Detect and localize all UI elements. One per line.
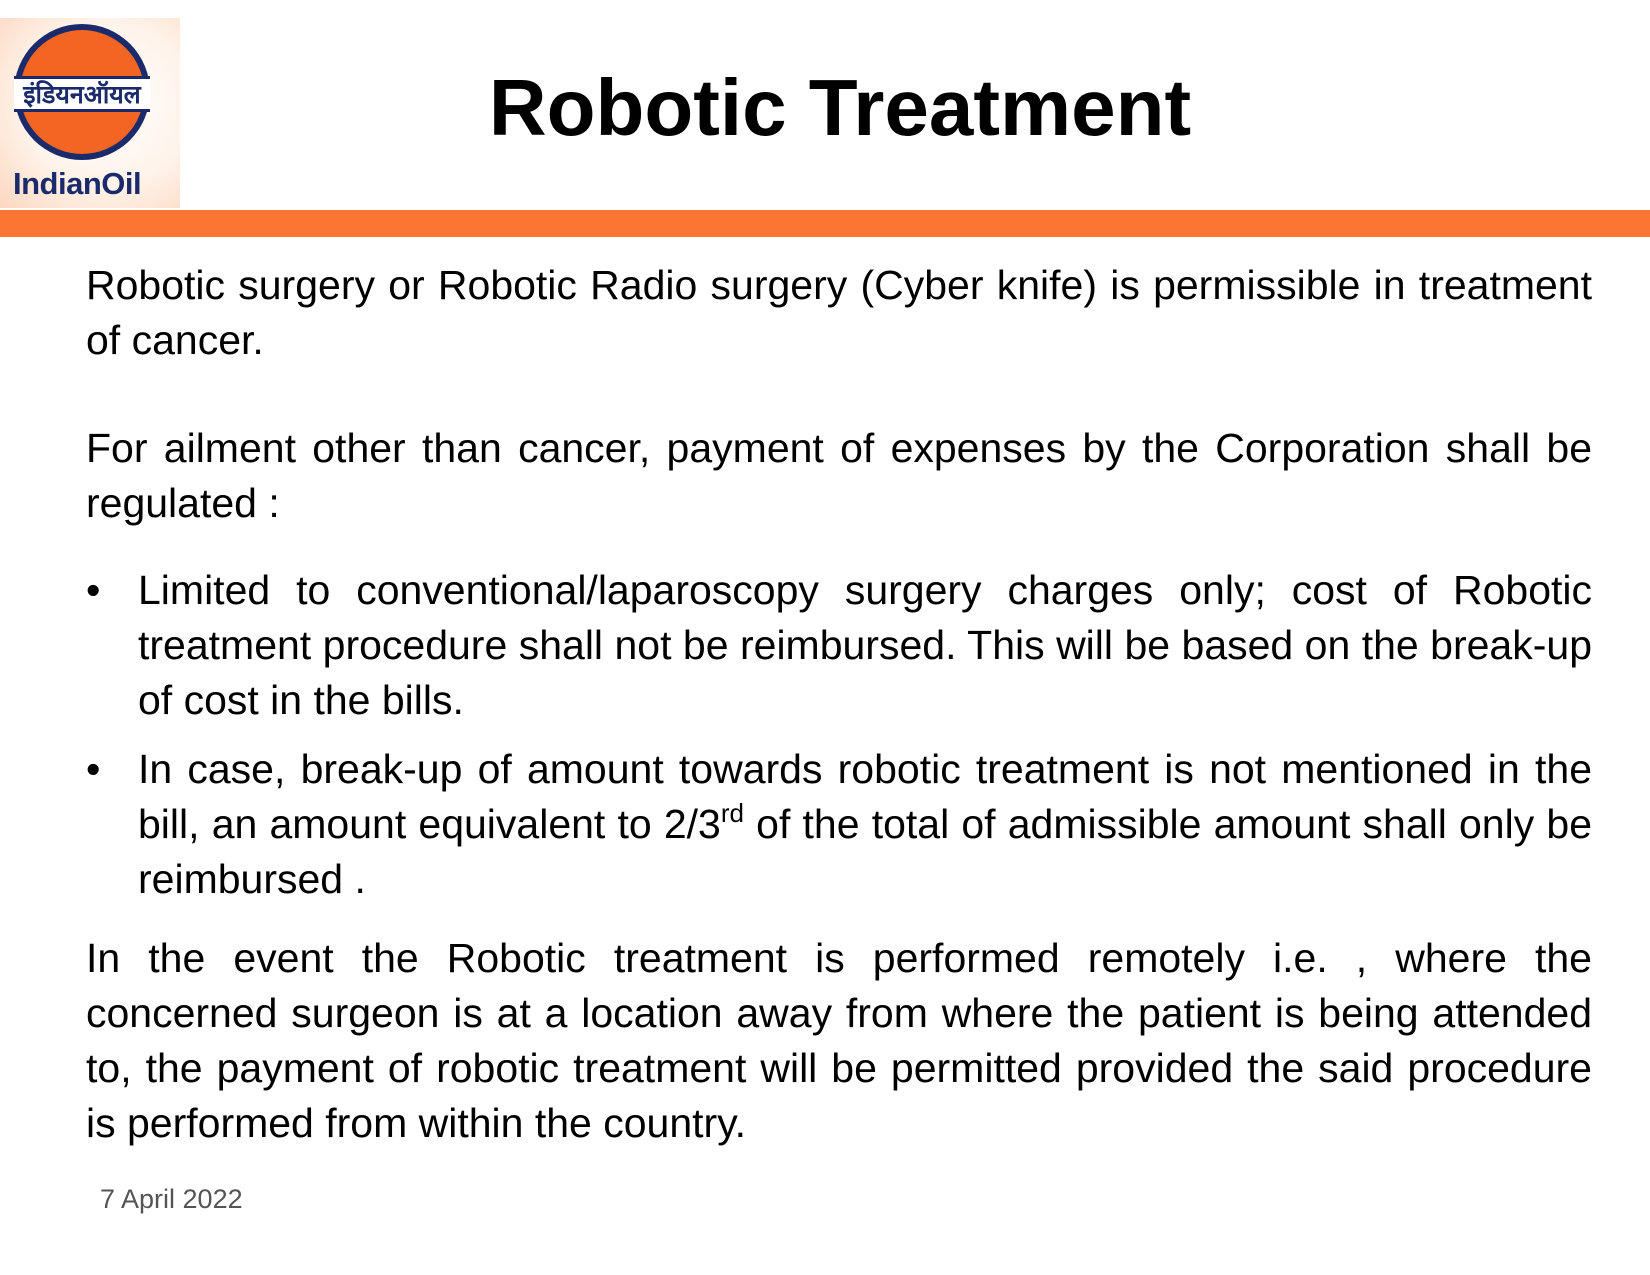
slide-body xyxy=(86,258,1592,1151)
logo-caption: IndianOil xyxy=(13,166,142,201)
bullet-item-breakup-not-mentioned xyxy=(86,742,1592,907)
bullet-text-before: In case, break-up of amount towards robotic treatment is not mentioned in the bill, an amount equivalent to 2/3 xyxy=(138,746,1592,847)
paragraph-cancer-permissible: Robotic surgery or Robotic Radio surgery (Cyber knife) is permissible in treatment of cancer. xyxy=(86,262,1592,363)
bullet-dot-icon: • xyxy=(86,567,101,613)
superscript-rd: rd xyxy=(720,798,744,828)
bullet-item-conventional-charges xyxy=(86,563,1592,728)
bullet-dot-icon: • xyxy=(86,746,101,792)
slide-date: 7 April 2022 xyxy=(100,1184,243,1214)
paragraph-other-ailments: For ailment other than cancer, payment of expenses by the Corporation shall be regulated : xyxy=(86,425,1592,526)
indianoil-logo xyxy=(0,18,180,208)
bullet-text-after: of the total of admissible amount shall only be reimbursed . xyxy=(138,801,1592,902)
bullet-list xyxy=(86,563,1592,907)
header-accent-bar xyxy=(0,210,1650,237)
page-title: Robotic Treatment xyxy=(488,63,1192,152)
logo-emblem-icon xyxy=(0,18,180,168)
logo-hindi-text: इंडियनऑयल xyxy=(23,80,141,109)
bullet-text: Limited to conventional/laparoscopy surgery charges only; cost of Robotic treatment procedure shall not be reimbursed. This will be based on the break-up of cost in the bills. xyxy=(138,567,1592,723)
paragraph-remote-treatment: In the event the Robotic treatment is performed remotely i.e. , where the concerned surgeon is at a location away from where the patient is being attended to, the payment of robotic treatment will be permitted provided the said procedure is performed from within the country. xyxy=(86,935,1592,1146)
